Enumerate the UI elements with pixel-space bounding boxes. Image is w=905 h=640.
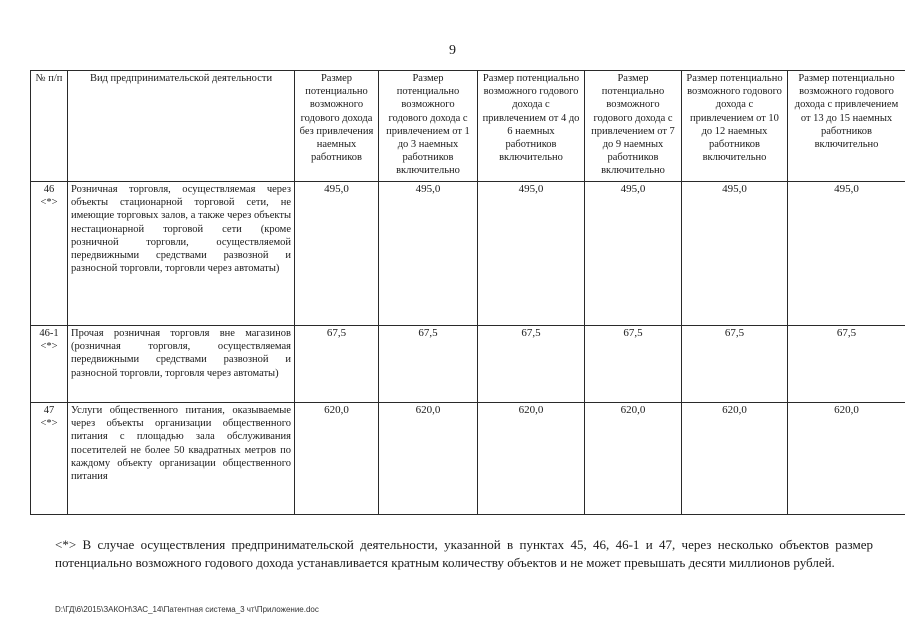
row-activity: Услуги общественного питания, оказываемые через объекты организации общественного питания с площадью зала обслуживания посетителей не более 50 квадратных метров по каждому объекту организации общественного питания xyxy=(68,403,295,515)
row-value: 620,0 xyxy=(788,403,905,515)
footnote: <*> В случае осуществления предпринимательской деятельности, указанной в пунктах 45, 46, 46-1 и 47, через несколько объектов размер потенциально возможного годового дохода устанавливается кратным количеству объектов и не может превышать десяти миллионов рублей. xyxy=(55,537,873,570)
table-row xyxy=(31,182,905,326)
header-cell-no-employees: Размер потенциально возможного годового дохода без привлечения наемных работников xyxy=(295,71,379,182)
income-table xyxy=(30,70,905,515)
row-value: 67,5 xyxy=(478,326,585,403)
table-row xyxy=(31,403,905,515)
header-cell-number: № п/п xyxy=(31,71,68,182)
header-cell-13-15-employees: Размер потенциально возможного годового дохода с привлечением от 13 до 15 наемных работников включительно xyxy=(788,71,905,182)
header-cell-1-3-employees: Размер потенциально возможного годового дохода с привлечением от 1 до 3 наемных работников включительно xyxy=(379,71,478,182)
row-value: 495,0 xyxy=(478,182,585,326)
row-number: 47 <*> xyxy=(31,403,68,515)
row-value: 620,0 xyxy=(478,403,585,515)
row-value: 67,5 xyxy=(295,326,379,403)
row-value: 495,0 xyxy=(379,182,478,326)
row-value: 67,5 xyxy=(788,326,905,403)
row-value: 620,0 xyxy=(682,403,788,515)
footer-file-path: D:\ГД\6\2015\ЗАКОН\ЗАС_14\Патентная система_3 чт\Приложение.doc xyxy=(55,605,319,614)
table-header-row xyxy=(31,71,905,182)
table-row xyxy=(31,326,905,403)
row-activity: Розничная торговля, осуществляемая через объекты стационарной торговой сети, не имеющие торговых залов, а также через объекты нестационарной торговой сети (кроме розничной торговли, осуществляемой передвижными средствами развозной и разносной торговли, торговли через автоматы) xyxy=(68,182,295,326)
row-value: 620,0 xyxy=(379,403,478,515)
page-number: 9 xyxy=(449,43,456,58)
row-number: 46-1 <*> xyxy=(31,326,68,403)
row-value: 67,5 xyxy=(585,326,682,403)
row-value: 495,0 xyxy=(788,182,905,326)
row-value: 495,0 xyxy=(295,182,379,326)
header-cell-4-6-employees: Размер потенциально возможного годового дохода с привлечением от 4 до 6 наемных работников включительно xyxy=(478,71,585,182)
row-value: 620,0 xyxy=(295,403,379,515)
row-value: 495,0 xyxy=(682,182,788,326)
header-cell-10-12-employees: Размер потенциально возможного годового дохода с привлечением от 10 до 12 наемных работников включительно xyxy=(682,71,788,182)
row-value: 67,5 xyxy=(379,326,478,403)
row-value: 495,0 xyxy=(585,182,682,326)
header-cell-7-9-employees: Размер потенциально возможного годового дохода с привлечением от 7 до 9 наемных работников включительно xyxy=(585,71,682,182)
row-value: 620,0 xyxy=(585,403,682,515)
row-value: 67,5 xyxy=(682,326,788,403)
row-activity: Прочая розничная торговля вне магазинов (розничная торговля, осуществляемая передвижными средствами развозной и разносной торговли, торговля через автоматы) xyxy=(68,326,295,403)
header-cell-activity: Вид предпринимательской деятельности xyxy=(68,71,295,182)
row-number: 46 <*> xyxy=(31,182,68,326)
